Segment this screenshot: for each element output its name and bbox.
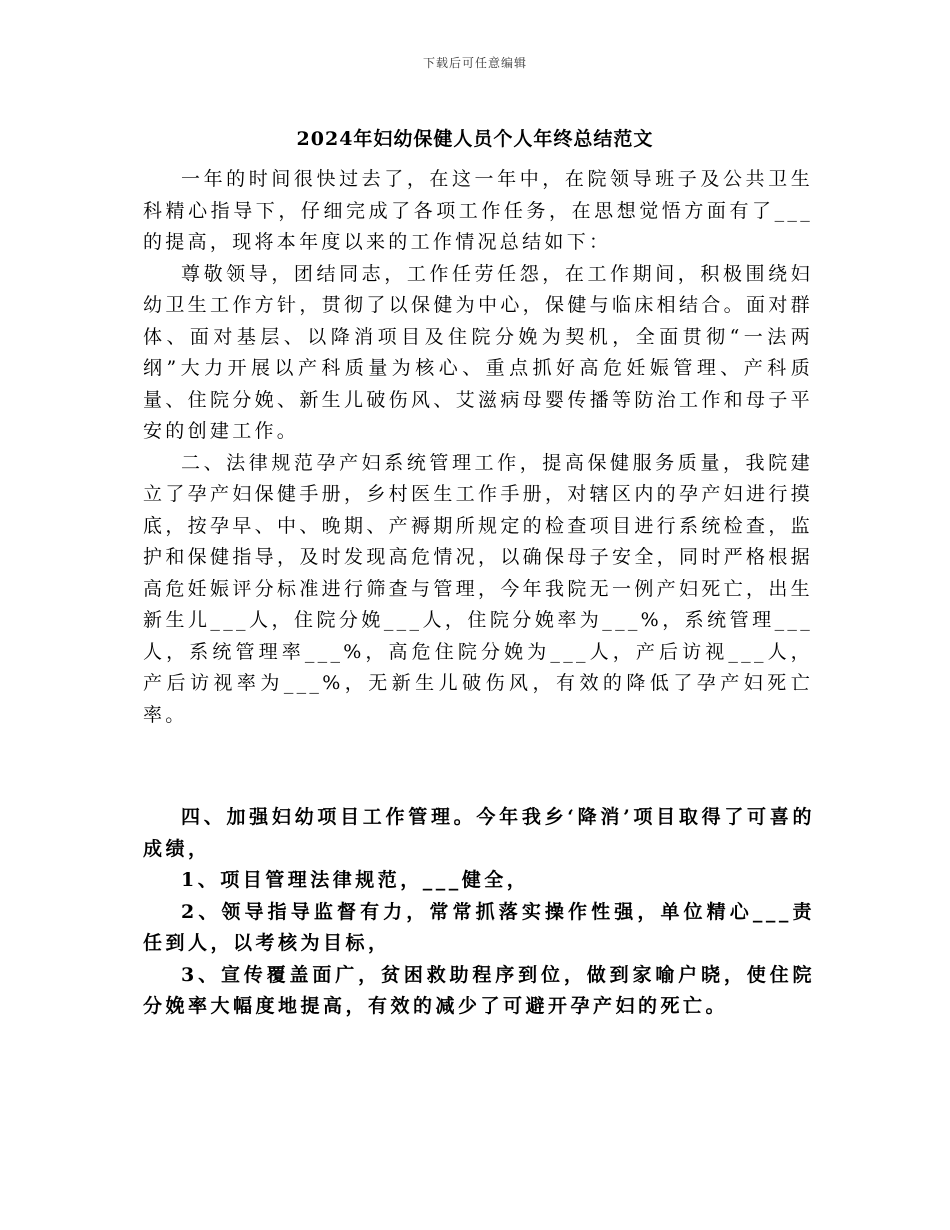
document-title: 2024年妇幼保健人员个人年终总结范文 (296, 128, 654, 150)
document-body (143, 164, 813, 731)
bold-paragraph: 3、宣传覆盖面广，贫困救助程序到位，做到家喻户晓，使住院分娩率大幅度地提高，有效的减少了可避开孕产妇的死亡。 (143, 963, 815, 1017)
document-bold-section (143, 802, 815, 1023)
header-note: 下载后可任意编辑 (422, 56, 527, 70)
bold-paragraph: 1、项目管理法律规范，___健全， (181, 869, 530, 891)
bold-paragraph: 四、加强妇幼项目工作管理。今年我乡‘降消’项目取得了可喜的成绩， (143, 806, 815, 860)
paragraph: 二、法律规范孕产妇系统管理工作，提高保健服务质量，我院建立了孕产妇保健手册，乡村医生工作手册，对辖区内的孕产妇进行摸底，按孕早、中、晚期、产褥期所规定的检查项目进行系统检查，监护和保健指导，及时发现高危情况，以确保母子安全，同时严格根据高危妊娠评分标准进行筛查与管理，今年我院无一例产妇死亡，出生新生儿___人，住院分娩___人，住院分娩率为___%，系统管理___人，系统管理率___%，高危住院分娩为___人，产后访视___人，产后访视率为___%，无新生儿破伤风，有效的降低了孕产妇死亡率。 (143, 451, 813, 726)
paragraph: 尊敬领导，团结同志，工作任劳任怨，在工作期间，积极围绕妇幼卫生工作方针，贯彻了以保健为中心，保健与临床相结合。面对群体、面对基层、以降消项目及住院分娩为契机，全面贯彻“一法两纲”大力开展以产科质量为核心、重点抓好高危妊娠管理、产科质量、住院分娩、新生儿破伤风、艾滋病母婴传播等防治工作和母子平安的创建工作。 (143, 262, 813, 442)
bold-paragraph: 2、领导指导监督有力，常常抓落实操作性强，单位精心___责任到人，以考核为目标， (143, 900, 815, 954)
paragraph: 一年的时间很快过去了，在这一年中，在院领导班子及公共卫生科精心指导下，仔细完成了各项工作任务，在思想觉悟方面有了___的提高，现将本年度以来的工作情况总结如下： (143, 168, 813, 253)
